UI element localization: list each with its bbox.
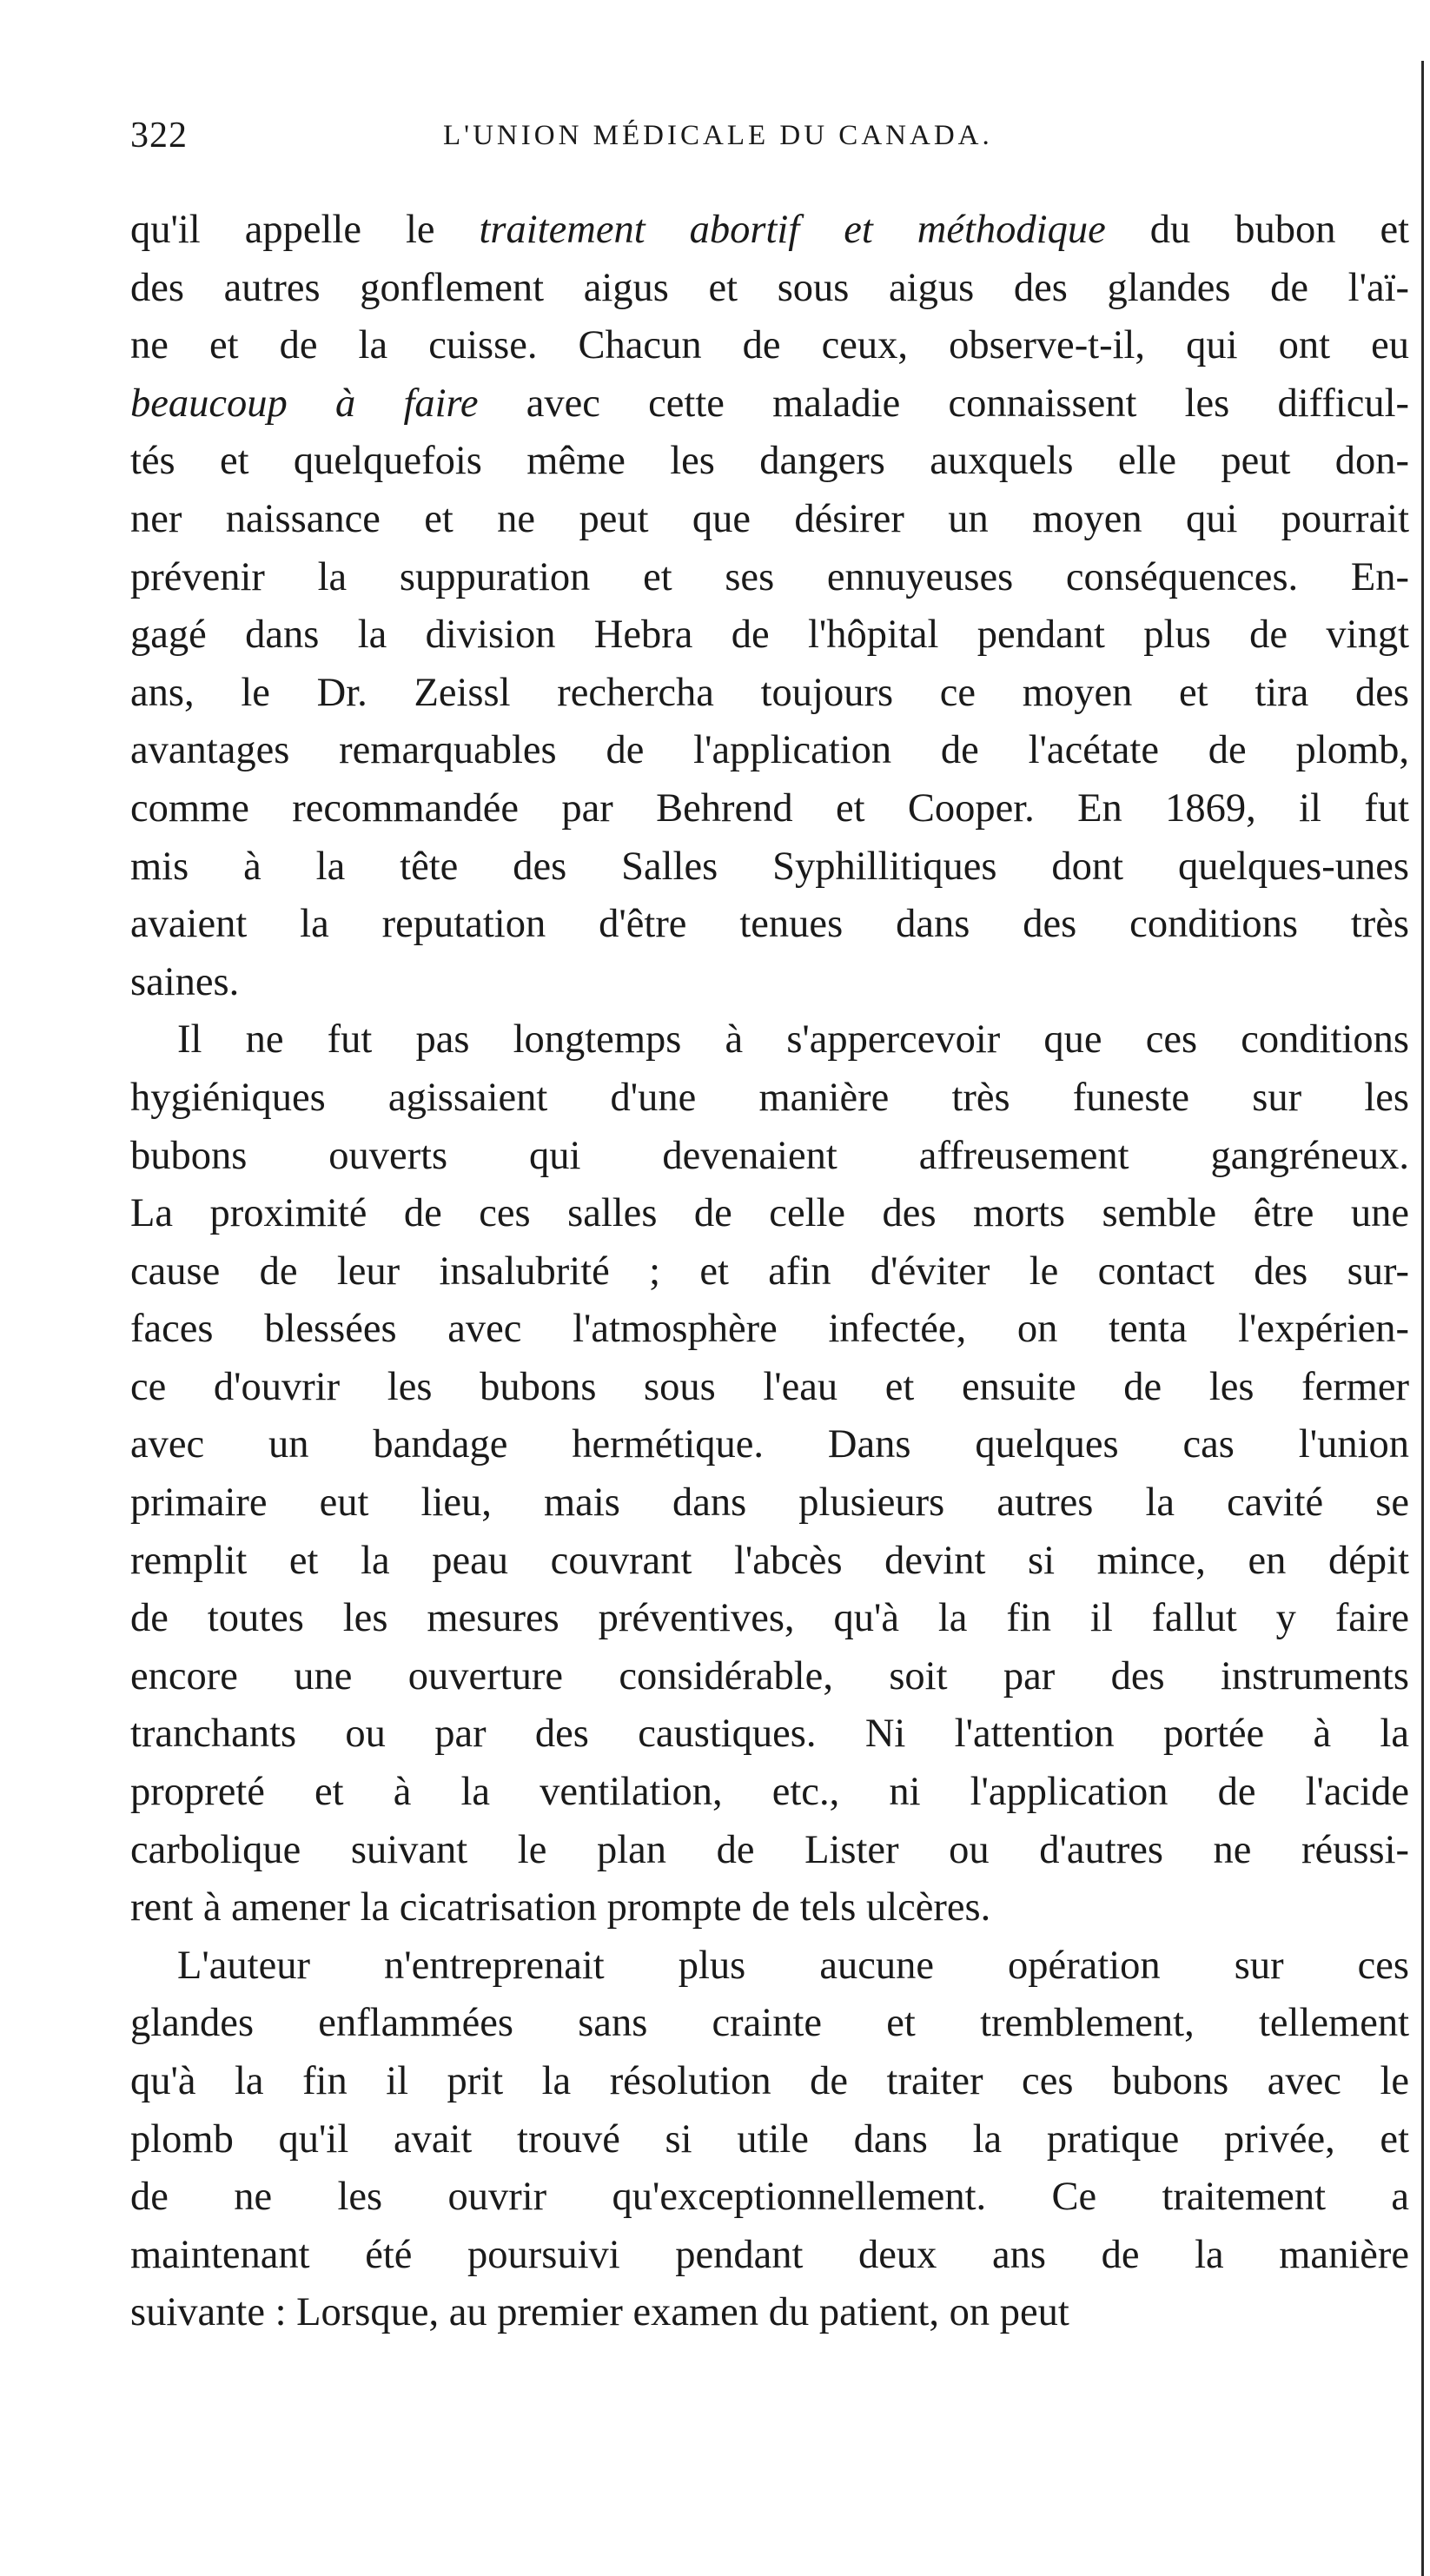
page-number: 322	[130, 116, 188, 156]
text-line: tés et quelquefois même les dangers auxquels elle peut don-	[130, 439, 1409, 484]
text-line: plomb qu'il avait trouvé si utile dans la pratique privée, et	[130, 2116, 1409, 2162]
text-line: faces blessées avec l'atmosphère infectée, on tenta l'expérien-	[130, 1307, 1409, 1352]
text-line: propreté et à la ventilation, etc., ni l'application de l'acide	[130, 1770, 1409, 1815]
text-line: rent à amener la cicatrisation prompte de tels ulcères.	[130, 1885, 991, 1930]
text-line: prévenir la suppuration et ses ennuyeuses conséquences. En-	[130, 554, 1409, 599]
text-line: L'auteur n'entreprenait plus aucune opération sur ces	[177, 1943, 1409, 1988]
text-line: bubons ouverts qui devenaient affreusement gangréneux.	[130, 1133, 1409, 1178]
text-line: ner naissance et ne peut que désirer un moyen qui pourrait	[130, 496, 1409, 541]
body-text	[130, 202, 1409, 2342]
text-line: ne et de la cuisse. Chacun de ceux, observe-t-il, qui ont eu	[130, 323, 1409, 368]
text-line: primaire eut lieu, mais dans plusieurs autres la cavité se	[130, 1480, 1409, 1526]
page-edge-rule	[1421, 61, 1424, 2576]
paragraph	[130, 1011, 1409, 1937]
running-header	[130, 115, 1406, 167]
text-line: encore une ouverture considérable, soit par des instruments	[130, 1653, 1409, 1699]
text-line: ans, le Dr. Zeissl rechercha toujours ce moyen et tira des	[130, 670, 1409, 715]
paragraph	[130, 1937, 1409, 2342]
running-title: L'UNION MÉDICALE DU CANADA.	[443, 120, 993, 151]
text-line: avantages remarquables de l'application de l'acétate de plomb,	[130, 728, 1409, 773]
text-line: qu'à la fin il prit la résolution de traiter ces bubons avec le	[130, 2059, 1409, 2103]
text-run: du bubon et	[1105, 208, 1409, 252]
text-line: de ne les ouvrir qu'exceptionnellement. Ce traitement a	[130, 2175, 1409, 2220]
text-run: qu'il appelle le	[130, 208, 480, 252]
text-line: hygiéniques agissaient d'une manière très funeste sur les	[130, 1075, 1409, 1120]
text-line: glandes enflammées sans crainte et tremblement, tellement	[130, 2001, 1409, 2046]
paragraph	[130, 202, 1409, 1011]
text-line	[130, 202, 1409, 260]
text-line	[130, 375, 1409, 434]
italic-emphasis: traitement abortif et méthodique	[479, 208, 1106, 252]
text-line: suivante : Lorsque, au premier examen du patient, on peut	[130, 2290, 1069, 2335]
text-line: tranchants ou par des caustiques. Ni l'attention portée à la	[130, 1712, 1409, 1757]
text-line: Il ne fut pas longtemps à s'appercevoir que ces conditions	[177, 1017, 1409, 1063]
text-line: remplit et la peau couvrant l'abcès devint si mince, en dépit	[130, 1538, 1409, 1583]
text-line: maintenant été poursuivi pendant deux ans de la manière	[130, 2232, 1409, 2277]
text-line: ce d'ouvrir les bubons sous l'eau et ensuite de les fermer	[130, 1364, 1409, 1409]
text-line: La proximité de ces salles de celle des morts semble être une	[130, 1191, 1409, 1236]
text-line: gagé dans la division Hebra de l'hôpital pendant plus de vingt	[130, 613, 1409, 658]
text-line: comme recommandée par Behrend et Cooper. En 1869, il fut	[130, 785, 1409, 831]
text-line: avaient la reputation d'être tenues dans des conditions très	[130, 902, 1409, 947]
text-line: avec un bandage hermétique. Dans quelques cas l'union	[130, 1422, 1409, 1467]
text-line: de toutes les mesures préventives, qu'à la fin il fallut y faire	[130, 1596, 1409, 1641]
text-line: des autres gonflement aigus et sous aigus des glandes de l'aï-	[130, 265, 1409, 310]
text-line: saines.	[130, 959, 240, 1004]
text-run: avec cette maladie connaissent les difficul-	[478, 381, 1409, 426]
text-line: cause de leur insalubrité ; et afin d'éviter le contact des sur-	[130, 1248, 1409, 1294]
italic-emphasis: beaucoup à faire	[130, 381, 479, 426]
text-line: mis à la tête des Salles Syphillitiques dont quelques-unes	[130, 844, 1409, 889]
text-line: carbolique suivant le plan de Lister ou d'autres ne réussi-	[130, 1827, 1409, 1872]
